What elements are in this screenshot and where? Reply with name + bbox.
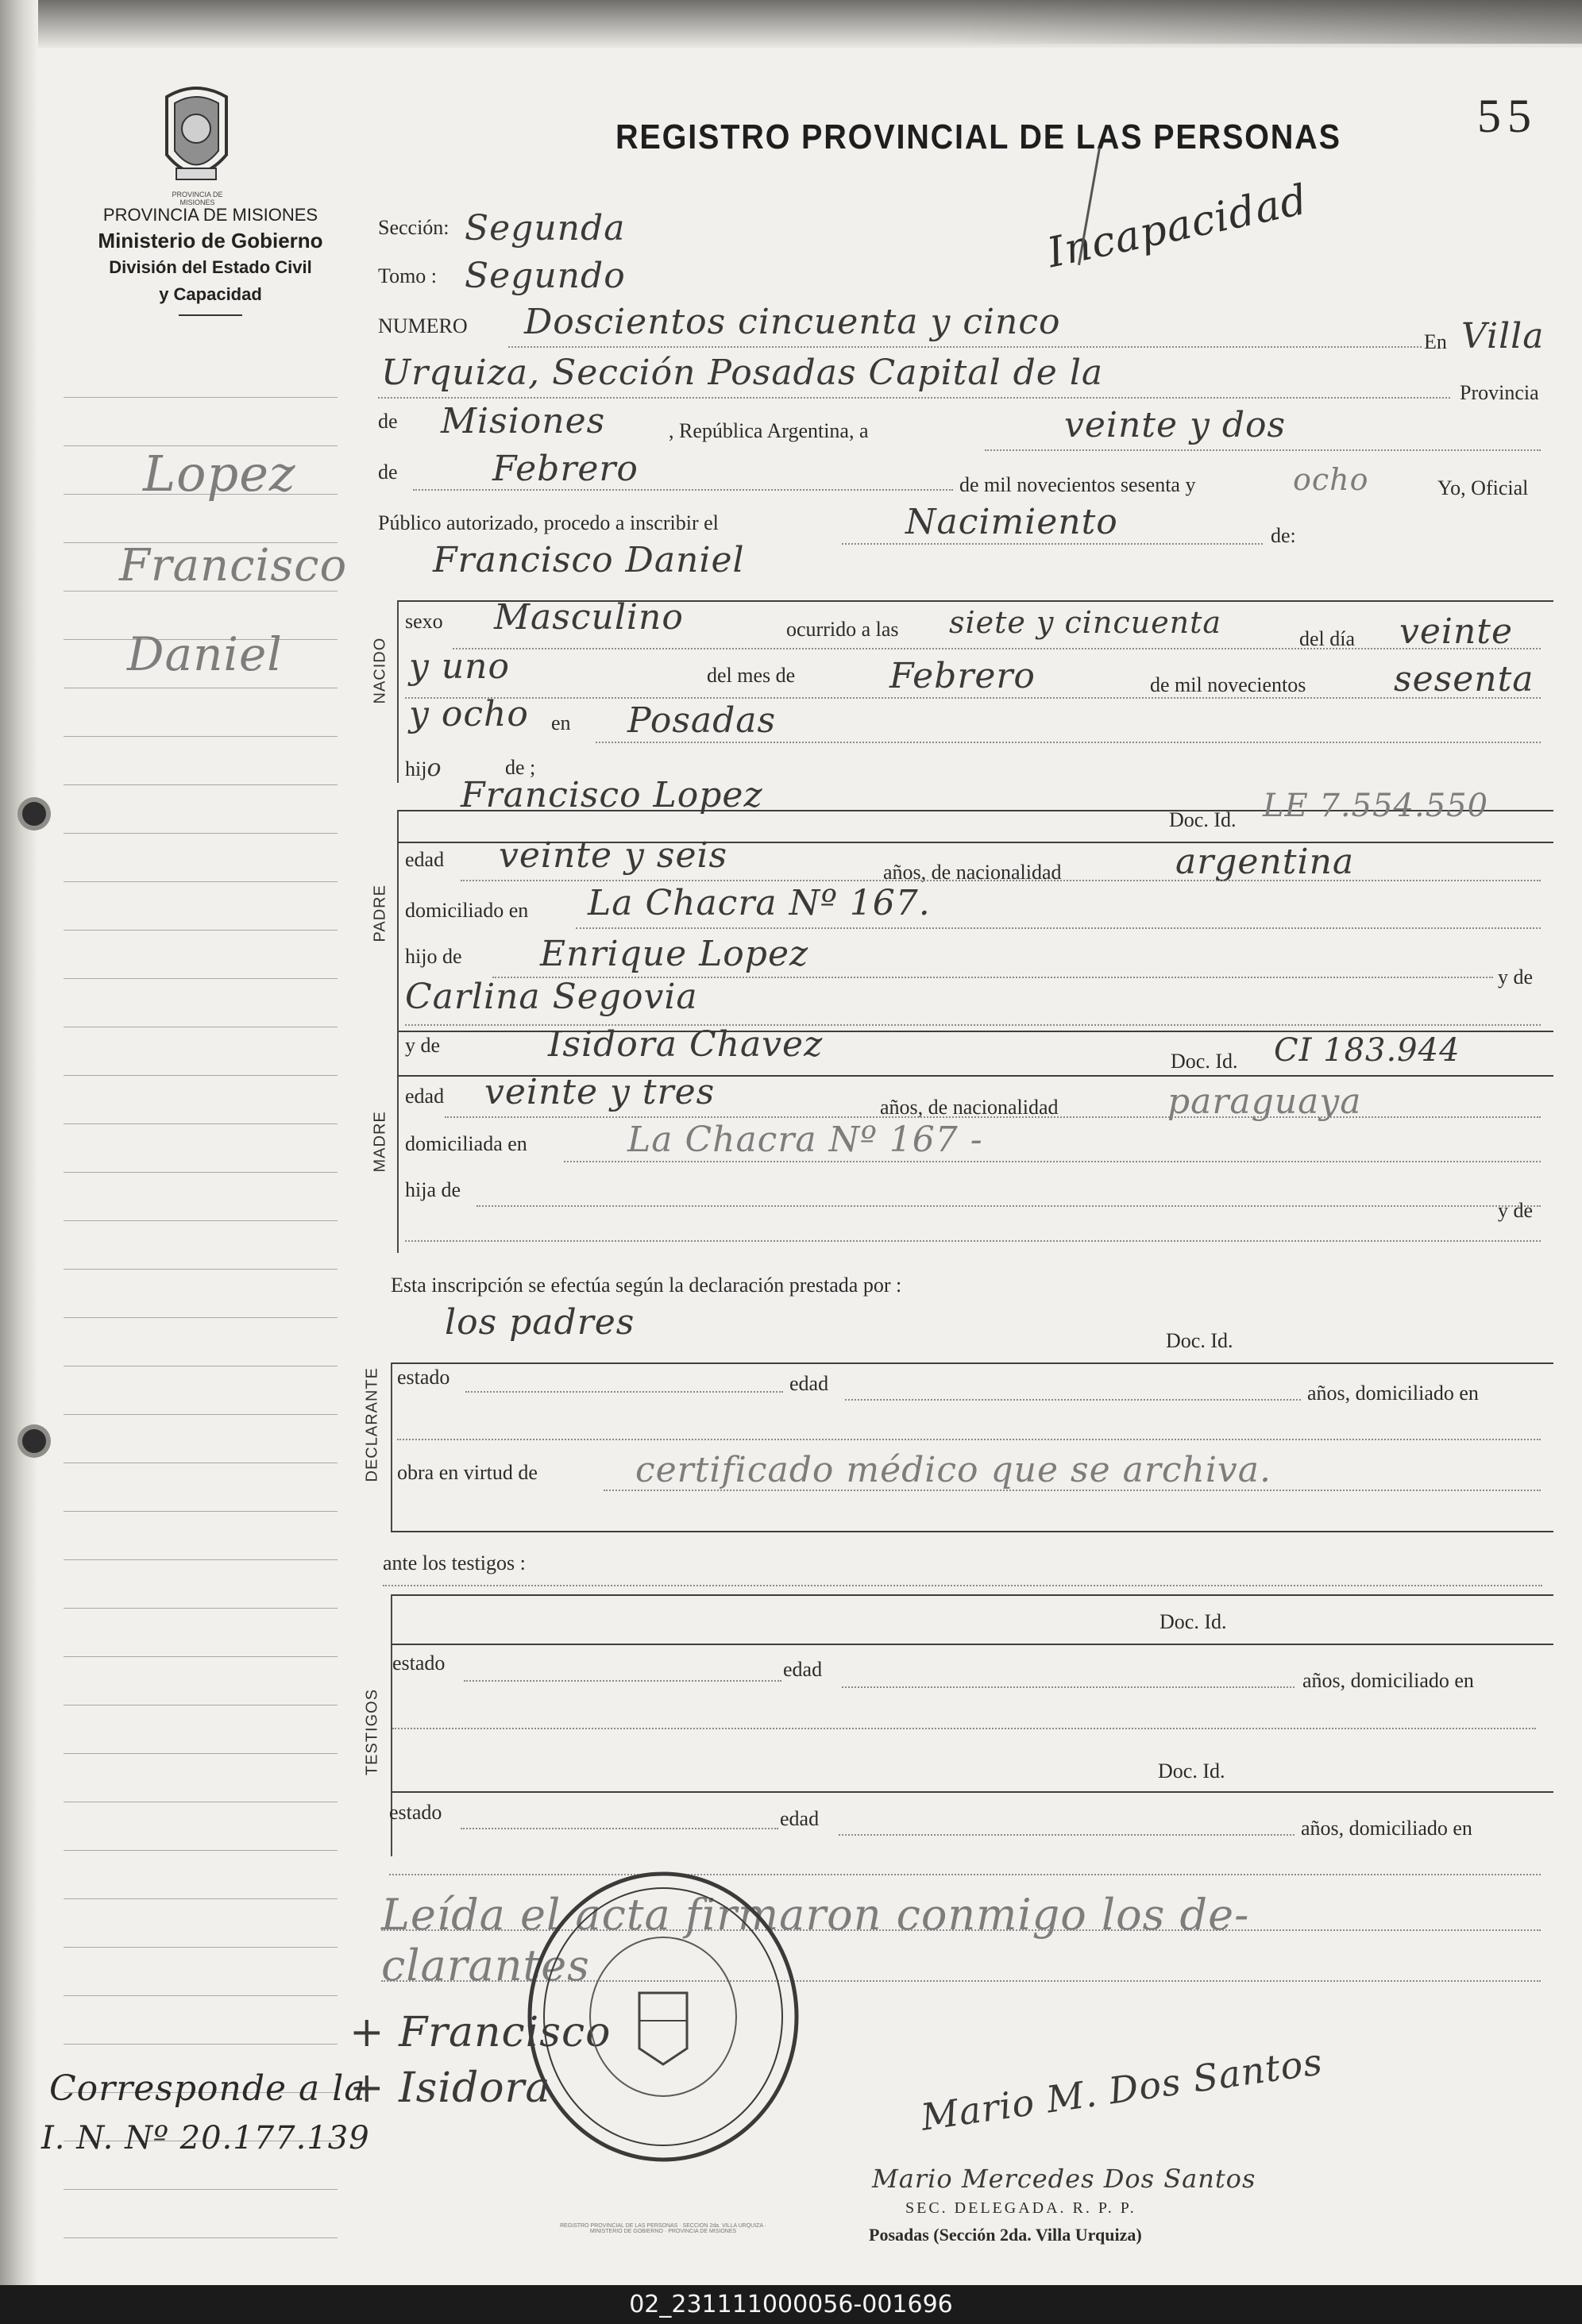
numero-line: [508, 346, 1422, 348]
hijo-label-text: hij: [405, 757, 427, 780]
de-label: de: [378, 410, 398, 433]
provincia-label: Provincia: [1460, 381, 1539, 404]
testigo2-estado-label: estado: [389, 1801, 442, 1824]
closing-line-1: Leída el acta firmaron conmigo los de-: [381, 1890, 1250, 1940]
margin-ruled-line: [64, 1075, 338, 1076]
binding-edge: [0, 0, 38, 2285]
org-divider: [179, 314, 242, 316]
declarante-bracket: [391, 1362, 392, 1532]
madre-edad-label: edad: [405, 1085, 445, 1108]
declarante-top-rule: [391, 1362, 1553, 1364]
margin-ruled-line: [64, 2189, 338, 2190]
lugar-dotline: [596, 742, 1541, 743]
padre-padre-nombre: Enrique Lopez: [540, 934, 809, 974]
annotation-handwritten: Incapacidad: [1043, 175, 1312, 278]
madre-abuela-dotline: [405, 1240, 1541, 1242]
ocurrido-label: ocurrido a las: [786, 618, 899, 641]
en-value: Villa: [1461, 316, 1545, 357]
padre-hijo-de-label: hijo de: [405, 945, 462, 968]
provincia-value: Misiones: [441, 401, 606, 441]
testigo1-rule: [391, 1644, 1553, 1645]
numero-label: NUMERO: [378, 314, 468, 337]
declarante-domicilio-dotline: [397, 1439, 1541, 1440]
madre-doc-label: Doc. Id.: [1171, 1050, 1238, 1073]
tomo-value: Segundo: [465, 256, 626, 296]
madre-hija-dotline: [477, 1205, 1541, 1207]
declarante-obra-label: obra en virtud de: [397, 1461, 538, 1484]
numero-value: Doscientos cincuenta y cinco: [524, 302, 1061, 342]
org-province: PROVINCIA DE MISIONES: [102, 205, 318, 225]
padre-domicilio-value: La Chacra Nº 167.: [588, 883, 931, 923]
binding-hole: [22, 802, 46, 826]
declarante-obra-dotline: [604, 1490, 1541, 1491]
declarante-edad-dotline: [845, 1399, 1301, 1401]
page-title: REGISTRO PROVINCIAL DE LAS PERSONAS: [615, 118, 1341, 156]
margin-name-2: Daniel: [127, 627, 283, 681]
year-text: de mil novecientos sesenta y: [959, 473, 1196, 496]
en-label: En: [1424, 330, 1447, 353]
testigo2-edad-dotline: [839, 1834, 1295, 1836]
madre-nacionalidad-value: paraguaya: [1167, 1081, 1362, 1122]
image-footer-code: 02_231111000056-001696: [0, 2285, 1582, 2324]
day-dotline: [985, 449, 1541, 451]
publico-text: Público autorizado, procedo a inscribir el: [378, 511, 719, 534]
testigo1-estado-dotline: [464, 1680, 781, 1682]
declarante-obra-value: certificado médico que se archiva.: [635, 1450, 1271, 1490]
margin-note-line1: Corresponde a la: [49, 2068, 366, 2109]
margin-ruled-line: [64, 1269, 338, 1270]
margin-ruled-line: [64, 1172, 338, 1173]
margin-ruled-line: [64, 1850, 338, 1851]
margin-note-line2: I. N. Nº 20.177.139: [41, 2120, 370, 2156]
margin-ruled-line: [64, 2237, 338, 2238]
margin-ruled-line: [64, 1559, 338, 1560]
padre-doc-value: LE 7.554.550: [1263, 788, 1489, 824]
acto-dotline: [842, 543, 1263, 545]
madre-y-de2-label: y de: [1498, 1199, 1534, 1222]
place-line: Urquiza, Sección Posadas Capital de la: [381, 353, 1104, 393]
del-dia-label: del día: [1299, 627, 1356, 650]
testigo1-edad-dotline: [842, 1686, 1295, 1688]
declarante-intro: Esta inscripción se efectúa según la declaración prestada por :: [391, 1274, 902, 1297]
seal-caption: PROVINCIA DE MISIONES: [172, 191, 223, 206]
padre-doc-label: Doc. Id.: [1169, 808, 1237, 831]
testigos-top-rule: [391, 1594, 1553, 1596]
month-value: Febrero: [492, 449, 639, 489]
declarante-anios-label: años, domiciliado en: [1307, 1382, 1479, 1405]
nacido-section-label: NACIDO: [371, 637, 389, 704]
madre-bracket: [397, 1031, 399, 1253]
mes-dotline: [405, 697, 1541, 699]
margin-surname: Lopez: [143, 445, 296, 503]
margin-ruled-line: [64, 1656, 338, 1657]
testigo2-doc-label: Doc. Id.: [1158, 1759, 1225, 1783]
page-shadow: [953, 0, 1582, 44]
day-value: veinte y dos: [1064, 405, 1287, 445]
margin-ruled-line: [64, 1414, 338, 1415]
madre-domicilio-label: domiciliada en: [405, 1132, 527, 1155]
testigos-section-label: TESTIGOS: [363, 1688, 381, 1776]
margin-ruled-line: [64, 930, 338, 931]
declarante-bottom-rule: [391, 1531, 1553, 1532]
testigo1-doc-label: Doc. Id.: [1159, 1610, 1227, 1633]
madre-nacionalidad-label: años, de nacionalidad: [880, 1096, 1059, 1119]
testigo1-domicilio-dotline: [392, 1728, 1536, 1729]
testigo2-estado-dotline: [461, 1828, 778, 1829]
margin-ruled-line: [64, 1753, 338, 1754]
margin-ruled-line: [64, 1947, 338, 1948]
padre-domicilio-label: domiciliado en: [405, 899, 529, 922]
madre-domicilio-value: La Chacra Nº 167 -: [627, 1120, 983, 1160]
margin-ruled-line: [64, 1995, 338, 1996]
declarante-doc-label: Doc. Id.: [1166, 1329, 1233, 1352]
margin-ruled-line: [64, 736, 338, 737]
testigo1-anios-label: años, domiciliado en: [1302, 1669, 1474, 1692]
testigo2-edad-label: edad: [780, 1807, 820, 1830]
madre-section-label: MADRE: [371, 1111, 389, 1173]
closing-line-2: clarantes: [381, 1941, 590, 1991]
margin-ruled-line: [64, 833, 338, 834]
sexo-label: sexo: [405, 610, 443, 633]
madre-y-de-label: y de: [405, 1034, 441, 1057]
testigo1-estado-label: estado: [392, 1651, 446, 1675]
declarante-edad-label: edad: [789, 1372, 829, 1395]
sexo-value: Masculino: [494, 597, 684, 638]
mes-label: del mes de: [707, 664, 796, 687]
signature-isidora: + Isidora: [349, 2064, 551, 2112]
madre-nombre: Isidora Chavez: [548, 1024, 824, 1065]
official-place: Posadas (Sección 2da. Villa Urquiza): [869, 2225, 1142, 2245]
margin-ruled-line: [64, 1511, 338, 1512]
margin-ruled-line: [64, 397, 338, 398]
testigo2-anios-label: años, domiciliado en: [1301, 1817, 1472, 1840]
hijo-suffix: o: [426, 754, 442, 782]
org-block: [56, 203, 365, 316]
madre-edad-value: veinte y tres: [484, 1072, 716, 1112]
padre-domicilio-dotline: [576, 927, 1541, 929]
hijo-de-label: de ;: [505, 756, 536, 779]
madre-hija-de-label: hija de: [405, 1178, 461, 1201]
official-stamp: [520, 1866, 806, 2168]
declarante-estado-label: estado: [397, 1366, 450, 1389]
mes-value: Febrero: [889, 656, 1036, 696]
margin-ruled-line: [64, 2044, 338, 2045]
seccion-value: Segunda: [465, 208, 626, 249]
margin-ruled-line: [64, 1608, 338, 1609]
page-number: 55: [1477, 90, 1538, 142]
hijo-label: [405, 754, 442, 782]
testigo1-edad-label: edad: [783, 1658, 823, 1681]
testigos-intro-dotline: [383, 1585, 1542, 1586]
oficial-text: Yo, Oficial: [1437, 476, 1529, 499]
signature-francisco: + Francisco: [349, 2009, 612, 2056]
margin-ruled-line: [64, 1317, 338, 1318]
padre-edad-value: veinte y seis: [499, 835, 728, 876]
binding-hole: [22, 1429, 46, 1453]
declarante-section-label: DECLARANTE: [363, 1367, 381, 1482]
republica-text: , República Argentina, a: [669, 419, 869, 442]
dia-value: veinte: [1399, 611, 1514, 652]
coat-of-arms-seal: [159, 79, 234, 195]
tomo-label: Tomo :: [378, 264, 438, 287]
anio-value: sesenta: [1394, 659, 1534, 700]
stamp-text: REGISTRO PROVINCIAL DE LAS PERSONAS · SECCION 2da. VILLA URQUIZA · MINISTERIO DE GOBIERNO · PROVINCIA DE MISIONES: [560, 2223, 766, 2234]
anio-label: de mil novecientos: [1150, 673, 1306, 696]
org-capacity: y Capacidad: [159, 284, 262, 304]
margin-name-1: Francisco: [119, 540, 348, 592]
official-title: SEC. DELEGADA. R. P. P.: [905, 2199, 1136, 2217]
madre-edad-dotline: [445, 1116, 1541, 1118]
padre-bracket: [397, 810, 399, 1040]
org-ministry: Ministerio de Gobierno: [98, 229, 323, 252]
padre-edad-dotline: [461, 880, 1541, 881]
padre-nombre: Francisco Lopez: [461, 775, 763, 815]
place-dotline: [378, 397, 1450, 399]
margin-ruled-line: [64, 1898, 338, 1899]
madre-doc-value: CI 183.944: [1274, 1032, 1460, 1069]
de3-label: de:: [1271, 524, 1296, 547]
nacido-bracket: [397, 600, 399, 783]
margin-ruled-line: [64, 1123, 338, 1124]
padre-edad-label: edad: [405, 848, 445, 871]
month-dotline: [413, 489, 953, 491]
dia-value-2: y uno: [409, 646, 511, 687]
declarante-nombre: los padres: [445, 1302, 635, 1343]
margin-ruled-line: [64, 978, 338, 979]
padre-madre-nombre: Carlina Segovia: [405, 977, 698, 1017]
testigo2-rule: [391, 1791, 1553, 1793]
de2-label: de: [378, 461, 398, 484]
padre-nacionalidad-label: años, de nacionalidad: [883, 861, 1062, 884]
seccion-label: Sección:: [378, 216, 450, 239]
en-lugar-label: en: [551, 711, 571, 734]
org-division: División del Estado Civil: [109, 257, 312, 277]
padre-nacionalidad-value: argentina: [1175, 842, 1355, 882]
padre-section-label: PADRE: [371, 885, 389, 942]
margin-ruled-line: [64, 1220, 338, 1221]
testigos-intro: ante los testigos :: [383, 1551, 526, 1574]
inscripto-value: Francisco Daniel: [433, 540, 745, 580]
madre-domicilio-dotline: [564, 1161, 1541, 1162]
padre-y-de-label: y de: [1498, 965, 1534, 989]
acto-value: Nacimiento: [905, 502, 1118, 542]
year-value: ocho: [1293, 462, 1369, 497]
hora-value: siete y cincuenta: [949, 605, 1222, 640]
margin-ruled-line: [64, 784, 338, 785]
sexo-dotline: [453, 648, 1541, 649]
lugar-value: Posadas: [627, 700, 777, 741]
declarante-estado-dotline: [465, 1391, 783, 1393]
official-name: Mario Mercedes Dos Santos: [872, 2164, 1256, 2194]
anio-value-2: y ocho: [409, 694, 529, 734]
margin-ruled-line: [64, 881, 338, 882]
official-signature: Mario M. Dos Santos: [918, 2040, 1325, 2139]
